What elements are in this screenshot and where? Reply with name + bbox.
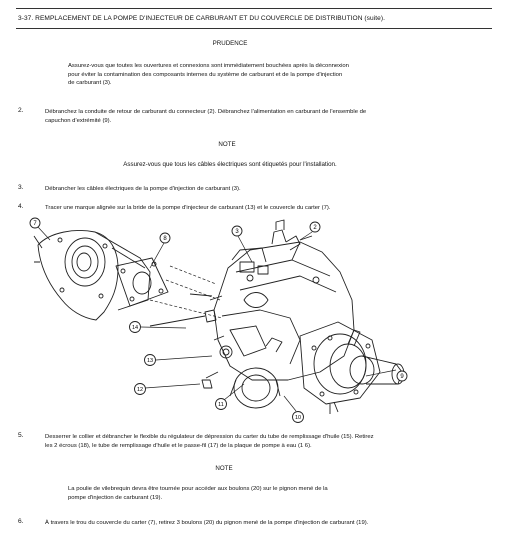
step-line: Desserrer le collier et débrancher le flexible du régulateur de dépression du carter du tube de remplissage d'huile (15). Retirez bbox=[45, 434, 374, 440]
step-3-text: Débrancher les câbles électriques de la pompe d'injection de carburant (3). bbox=[45, 186, 241, 192]
step-line: Débranchez la conduite de retour de carburant du connecteur (2). Débranchez l'alimentation en carburant de l'ensemble de bbox=[45, 109, 367, 115]
callout-label: 9 bbox=[400, 374, 404, 381]
callout-label: 14 bbox=[131, 325, 139, 332]
note-text: Assurez-vous que tous les câbles électriques sont étiquetés pour l'installation. bbox=[123, 161, 337, 168]
prudence-label: PRUDENCE bbox=[212, 40, 248, 47]
step-line: les 2 écrous (18), le tube de remplissage d'huile et le passe-fil (17) de la plaque de pompe à eau (1 6). bbox=[45, 442, 312, 449]
crankcase-cover bbox=[34, 231, 150, 320]
callout-14 bbox=[130, 322, 141, 333]
callout-2 bbox=[310, 222, 320, 232]
callout-11 bbox=[216, 399, 227, 410]
note-line: La poulie de vilebrequin devra être tournée pour accéder aux boulons (20) sur le pignon mené de la bbox=[68, 486, 328, 492]
callout-label: 8 bbox=[163, 236, 167, 243]
callout-3 bbox=[232, 226, 242, 236]
note-label: NOTE bbox=[218, 141, 236, 148]
step-5-text bbox=[45, 433, 490, 450]
flange-gasket bbox=[116, 258, 168, 306]
prudence-line: pour éviter la contamination des composants internes du système de carburant et de la pompe d'injection bbox=[68, 71, 343, 78]
driven-gear bbox=[230, 338, 282, 408]
step-6-text: À travers le trou du couvercle du carter (7), retirez 3 boulons (20) du pignon mené de la pompe d'injection de carburant (19). bbox=[45, 520, 369, 526]
callout-7 bbox=[30, 218, 40, 228]
step-number: 4. bbox=[18, 203, 24, 210]
step-number: 2. bbox=[18, 107, 24, 114]
step-number: 3. bbox=[18, 184, 24, 191]
prudence-line: Assurez-vous que toutes les ouvertures et connexions sont immédiatement bouchées après la déconnexion bbox=[68, 63, 349, 69]
callout-10 bbox=[293, 412, 304, 423]
prudence-line: de carburant (3). bbox=[68, 80, 112, 87]
callout-label: 11 bbox=[218, 402, 224, 409]
callout-9 bbox=[397, 371, 407, 381]
callout-label: 10 bbox=[294, 415, 302, 422]
note-2-text bbox=[68, 485, 428, 502]
section-header: 3-37. REMPLACEMENT DE LA POMPE D'INJECTEUR DE CARBURANT ET DU COUVERCLE DE DISTRIBUTION (suite). bbox=[18, 15, 385, 22]
callout-label: 3 bbox=[235, 229, 239, 236]
callout-label: 2 bbox=[313, 225, 317, 232]
end-cap-assembly bbox=[300, 322, 404, 414]
callout-8 bbox=[160, 233, 170, 243]
injection-pump-body bbox=[210, 242, 354, 380]
callout-12 bbox=[135, 384, 146, 395]
note-line: pompe d'injection de carburant (19). bbox=[68, 494, 163, 501]
step-number: 6. bbox=[18, 518, 24, 525]
callout-label: 7 bbox=[33, 221, 37, 228]
callout-label: 13 bbox=[146, 358, 154, 365]
step-number: 5. bbox=[18, 432, 24, 439]
callout-label: 12 bbox=[136, 387, 144, 394]
step-line: capuchon d'extrémité (9). bbox=[45, 117, 112, 124]
bolts bbox=[150, 294, 218, 388]
step-4-text: Tracer une marque alignée sur la bride de la pompe d'injecteur de carburant (13) et le couvercle du carter (7). bbox=[45, 205, 331, 211]
note-label: NOTE bbox=[215, 465, 233, 472]
callout-13 bbox=[145, 355, 156, 366]
